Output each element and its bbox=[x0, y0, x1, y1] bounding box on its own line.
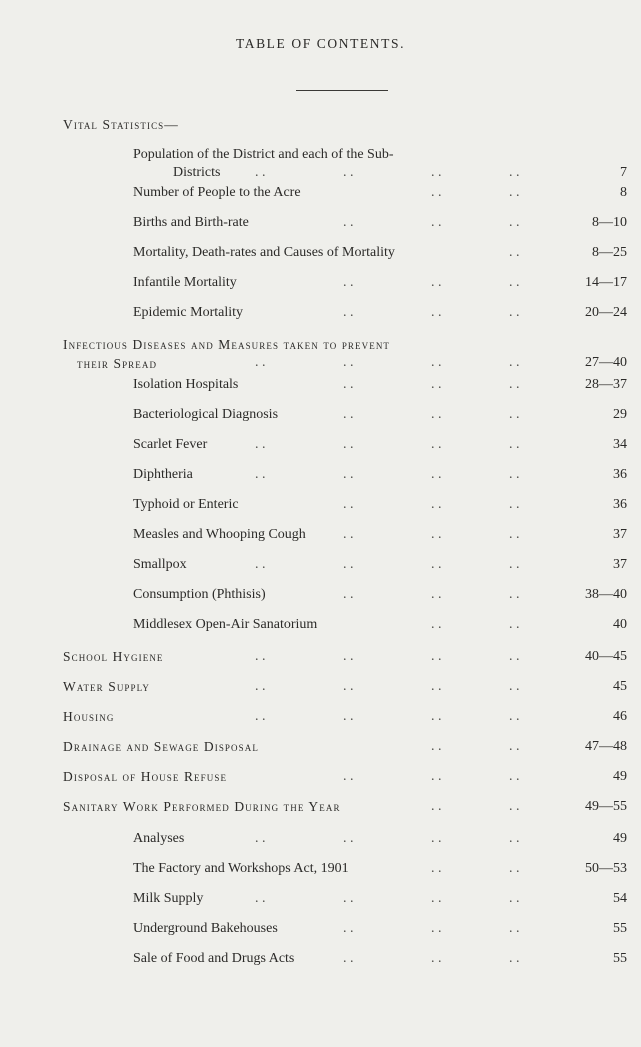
toc-page-number: 8 bbox=[620, 185, 627, 200]
toc-section-heading bbox=[63, 738, 259, 757]
toc-entry-label bbox=[133, 406, 278, 424]
toc-entry-label bbox=[133, 830, 184, 848]
toc-section-heading bbox=[63, 678, 150, 697]
toc-entry-label bbox=[133, 586, 266, 604]
toc-label-text: Epidemic Mortality bbox=[133, 305, 244, 320]
toc-label-text: Isolation Hospitals bbox=[133, 377, 239, 392]
toc-section-heading bbox=[63, 648, 164, 667]
toc-label-text: Smallpox bbox=[133, 557, 187, 572]
toc-label-text: Milk Supply bbox=[133, 891, 204, 906]
toc-entry-label bbox=[133, 556, 187, 574]
toc-entry-label bbox=[133, 274, 237, 292]
toc-page-number: 8—10 bbox=[592, 215, 627, 230]
toc-entry-label bbox=[133, 920, 278, 938]
toc-page-number: 34 bbox=[613, 437, 627, 452]
toc-section-heading bbox=[63, 116, 179, 135]
toc-label-text: Drainage and Sewage Disposal bbox=[63, 739, 259, 754]
toc-label-text: Scarlet Fever bbox=[133, 437, 208, 452]
toc-label-text: Sanitary Work Performed During the Year bbox=[63, 799, 341, 814]
toc-section-heading bbox=[63, 798, 341, 817]
toc-page-number: 49 bbox=[613, 769, 627, 784]
toc-label-text: Infantile Mortality bbox=[133, 275, 237, 290]
toc-page-number: 36 bbox=[613, 497, 627, 512]
toc-label-text: Analyses bbox=[133, 831, 185, 846]
toc-page-number: 37 bbox=[613, 557, 627, 572]
toc-page-number: 50—53 bbox=[585, 861, 627, 876]
toc-label-text: Infectious Diseases and Measures taken to prevent bbox=[63, 337, 391, 352]
toc-entry-label bbox=[133, 466, 193, 484]
toc-page-number: 14—17 bbox=[585, 275, 627, 290]
toc-page-number: 27—40 bbox=[585, 355, 627, 370]
toc-page-number: 49—55 bbox=[585, 799, 627, 814]
toc-label-text: Sale of Food and Drugs Acts bbox=[133, 951, 295, 966]
toc-entry-label bbox=[133, 436, 207, 454]
toc-page-number: 7 bbox=[620, 165, 627, 180]
toc-label-continuation: their Spread bbox=[77, 356, 158, 371]
toc-section-heading bbox=[63, 708, 114, 727]
document-page: TABLE OF CONTENTS. Vital Statistics— Population of the District and each of the Sub- Districts . . . . . . . . 7 Number of People to the Acre . . . . 8 Births and Birth-rate . . . . . . 8—10 Mortality, Death-rates and Causes of Mortality . . 8—25 Infantile Mortality . . . . . . 14—17 Epidemic Mortality . . . . . . 20—24 Infectious Diseases and Measures taken to prevent their Spread . . . . . . . . 27—40 Isolation Hospitals . . . . . . 28—37 Bacteriological Diagnosis . . . . . . 29 Scarlet Fever . . . . . . . . 34 Diphtheria . . . . . . . . 36 Typhoid or Enteric . . . . . . 36 Measles and Whooping Cough . . . . . . 37 Smallpox . . . . . . . . 37 Consumption (Phthisis) . . . . . . 38—40 Middlesex Open-Air Sanatorium . . . . 40 School Hygiene . . . . . . . . 40—45 Water Supply . . . . . . . . 45 Housing . . . . . . . . 46 Drainage and Sewage Disposal . . . . 47—48 Disposal of House Refuse . . . . . . 49 Sanitary Work Performed During the Year . . . . 49—55 Analyses . . . . . . . . 49 The Factory and Workshops Act, 1901 . . . . 50—53 Milk Supply . . . . . . . . 54 Underground Bakehouses . . . . . . 55 Sale of Food and Drugs Acts . . . . . . 55 bbox=[0, 0, 641, 1047]
toc-label-text: Housing bbox=[63, 709, 115, 724]
toc-page-number: 38—40 bbox=[585, 587, 627, 602]
toc-page-number: 37 bbox=[613, 527, 627, 542]
toc-label-text: Diphtheria bbox=[133, 467, 193, 482]
toc-entry-label bbox=[133, 950, 294, 968]
toc-entry-label bbox=[133, 616, 317, 634]
toc-entry-label bbox=[133, 890, 203, 908]
toc-page-number: 49 bbox=[613, 831, 627, 846]
toc-entry-label bbox=[133, 376, 238, 394]
toc-label-text: Number of People to the Acre bbox=[133, 185, 301, 200]
toc-page-number: 47—48 bbox=[585, 739, 627, 754]
toc-label-text: Typhoid or Enteric bbox=[133, 497, 239, 512]
toc-entry-label bbox=[133, 214, 249, 232]
toc-label-text: Consumption (Phthisis) bbox=[133, 587, 266, 602]
toc-page-number: 55 bbox=[613, 951, 627, 966]
toc-page-number: 36 bbox=[613, 467, 627, 482]
toc-page-number: 40—45 bbox=[585, 649, 627, 664]
toc-entry-label bbox=[133, 184, 301, 202]
toc-label-text: Measles and Whooping Cough bbox=[133, 527, 306, 542]
toc-entry-label bbox=[133, 860, 349, 878]
toc-label-text: Disposal of House Refuse bbox=[63, 769, 228, 784]
toc-page-number: 20—24 bbox=[585, 305, 627, 320]
toc-label-text: Bacteriological Diagnosis bbox=[133, 407, 279, 422]
toc-page-number: 55 bbox=[613, 921, 627, 936]
toc-label-text: Underground Bakehouses bbox=[133, 921, 278, 936]
toc-label-text: Mortality, Death-rates and Causes of Mortality bbox=[133, 245, 395, 260]
toc-page-number: 8—25 bbox=[592, 245, 627, 260]
title-rule bbox=[296, 90, 388, 91]
toc-entry-label bbox=[133, 304, 243, 322]
toc-section-heading bbox=[63, 336, 390, 373]
toc-page-number: 28—37 bbox=[585, 377, 627, 392]
toc-label-text: Water Supply bbox=[63, 679, 150, 694]
toc-label-text: Population of the District and each of the Sub- bbox=[133, 147, 394, 162]
toc-page-number: 40 bbox=[613, 617, 627, 632]
toc-entry-label bbox=[133, 244, 395, 262]
toc-label-text: Middlesex Open-Air Sanatorium bbox=[133, 617, 318, 632]
toc-page-number: 45 bbox=[613, 679, 627, 694]
toc-label-text: Vital Statistics— bbox=[63, 117, 179, 132]
toc-section-heading bbox=[63, 768, 227, 787]
toc-entry-label bbox=[133, 526, 306, 544]
toc-page-number: 29 bbox=[613, 407, 627, 422]
toc-label-text: Births and Birth-rate bbox=[133, 215, 249, 230]
toc-page-number: 46 bbox=[613, 709, 627, 724]
toc-label-text: The Factory and Workshops Act, 1901 bbox=[133, 861, 349, 876]
toc-label-text: School Hygiene bbox=[63, 649, 164, 664]
toc-entry-label bbox=[133, 496, 239, 514]
page-title: TABLE OF CONTENTS. bbox=[235, 36, 406, 51]
toc-label-continuation: Districts bbox=[173, 165, 221, 180]
toc-page-number: 54 bbox=[613, 891, 627, 906]
